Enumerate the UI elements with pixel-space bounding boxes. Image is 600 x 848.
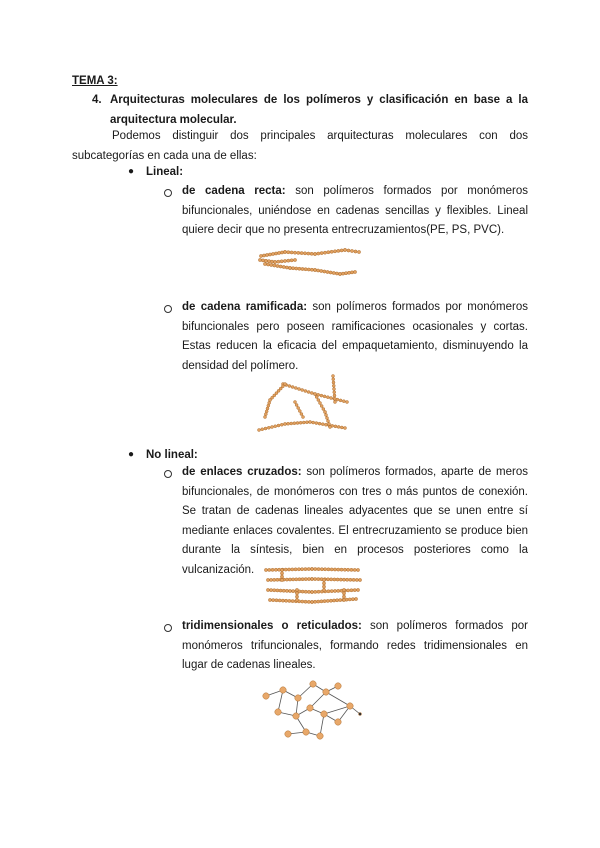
lineal-bullet: ●	[128, 166, 135, 177]
item-cadena-recta	[182, 182, 528, 241]
section-title: Arquitecturas moleculares de los polímeros y clasificación en base a la arquitectura molecular.	[110, 94, 528, 126]
item-bullet-reticulados	[164, 624, 172, 632]
nolineal-label: No lineal:	[146, 449, 198, 461]
item-enlaces-cruzados	[182, 463, 528, 580]
item-bullet-enlaces-cruzados	[164, 470, 172, 478]
item-text: son polímeros formados, aparte de meros bifuncionales, de monómeros con tres o más puntos de conexión. Se tratan de cadenas lineales adyacentes que se unen entre sí mediante enlaces covalentes. El entrecruzamiento se produce bien durante la síntesis, bien en procesos posteriores como la vulcanización.	[182, 466, 529, 576]
item-cadena-ramificada	[182, 298, 528, 376]
item-term: de cadena recta:	[182, 185, 286, 197]
crosslinked-chain-figure	[262, 566, 362, 608]
item-bullet-cadena-recta	[164, 189, 172, 197]
branched-chain-figure	[255, 372, 355, 442]
item-text: son polímeros formados por monómeros bifuncionales, uniéndose en cadenas sencillas y flexibles. Lineal quiere decir que no presenta entrecruzamientos(PE, PS, PVC).	[182, 185, 529, 236]
linear-chain-figure	[255, 244, 365, 294]
intro-text: Podemos distinguir dos principales arquitecturas moleculares con dos subcategorías en cada una de ellas:	[72, 130, 528, 162]
nolineal-bullet: ●	[128, 449, 135, 460]
item-reticulados	[182, 617, 528, 676]
item-term: de enlaces cruzados:	[182, 466, 302, 478]
item-bullet-cadena-ramificada	[164, 305, 172, 313]
item-text: son polímeros formados por monómeros bifuncionales pero poseen ramificaciones ocasionales y cortas. Estas reducen la eficacia del empaquetamiento, disminuyendo la densidad del polímero.	[182, 301, 528, 372]
intro-paragraph	[72, 127, 528, 166]
page-heading: TEMA 3:	[72, 75, 118, 87]
item-term: de cadena ramificada:	[182, 301, 308, 313]
item-text: son polímeros formados por monómeros trifuncionales, formando redes tridimensionales en lugar de cadenas lineales.	[182, 620, 528, 671]
network-polymer-figure	[258, 676, 368, 746]
item-term: tridimensionales o reticulados:	[182, 620, 362, 632]
section-number: 4.	[92, 94, 102, 106]
lineal-label: Lineal:	[146, 166, 184, 178]
